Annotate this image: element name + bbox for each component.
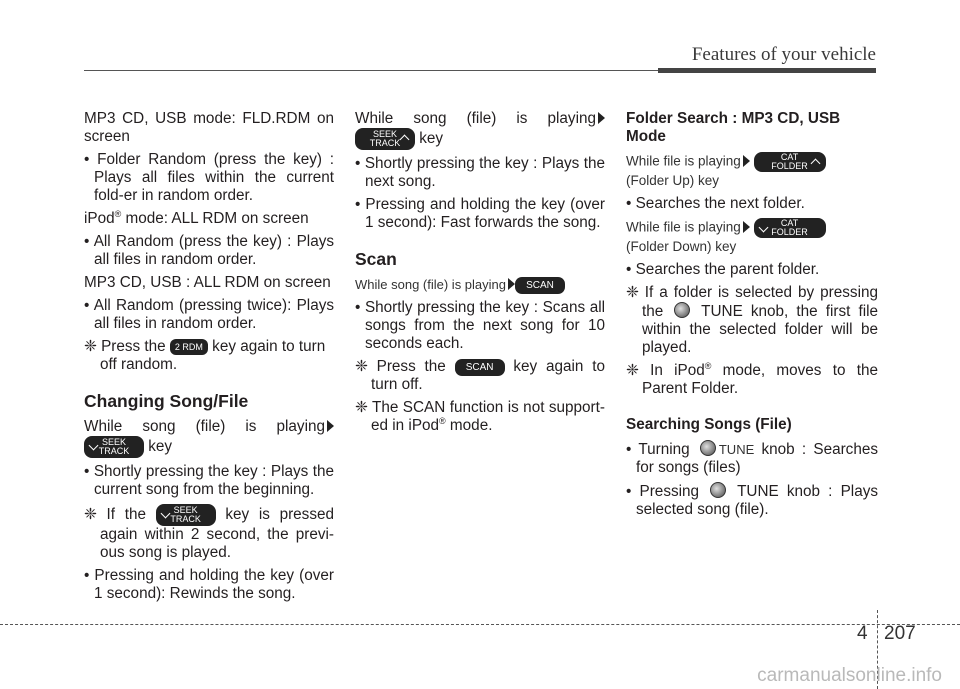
seek-track-up-icon: SEEK TRACK (355, 128, 415, 150)
folder-ipod-note: ❈ In iPod® mode, moves to the Parent Folder. (626, 361, 878, 397)
play-triangle-icon (598, 112, 605, 124)
all-rdm-heading: MP3 CD, USB : ALL RDM on screen (84, 274, 331, 291)
play-triangle-icon (508, 278, 515, 290)
column-2 (355, 110, 605, 440)
folder-down-label: (Folder Down) key (626, 239, 737, 254)
folder-up-instruction: While file is playing CAT FOLDER (626, 152, 878, 172)
seek-next-long-press: • Pressing and holding the key (over 1 second): Fast forwards the song. (355, 196, 605, 231)
seek-next-key-line: SEEK TRACK key (355, 128, 605, 150)
seek-next-instruction: While song (file) is playing (355, 110, 605, 128)
searching-songs-heading: Searching Songs (File) (626, 416, 792, 433)
folder-search-heading: Folder Search : MP3 CD, USB Mode (626, 110, 841, 145)
cat-folder-up-icon: CAT FOLDER (754, 152, 826, 172)
seek-track-down-icon: SEEK TRACK (84, 436, 144, 458)
column-1 (84, 110, 334, 608)
play-triangle-icon (743, 155, 750, 167)
folder-up-label: (Folder Up) key (626, 173, 720, 188)
seek-prev-note: ❈ If the SEEK TRACK key is pressed again within 2 second, the previ-ous song is played. (84, 505, 334, 561)
all-random-item: • All Random (press the key) : Plays all files in random order. (84, 233, 334, 268)
folder-random-item: • Folder Random (press the key) : Plays all files within the current fold-er in random order. (84, 151, 334, 204)
column-3 (626, 110, 878, 524)
tune-knob-icon (674, 302, 690, 318)
scan-off-note: ❈ Press the SCAN key again to turn off. (355, 358, 605, 394)
play-triangle-icon (327, 420, 334, 432)
rdm-key-icon: 2 RDM (170, 339, 208, 355)
scan-short-press: • Shortly pressing the key : Scans all songs from the next song for 10 seconds each. (355, 299, 605, 353)
seek-prev-long-press: • Pressing and holding the key (over 1 second): Rewinds the song. (84, 567, 334, 602)
fld-rdm-heading: MP3 CD, USB mode: FLD.RDM on screen (84, 110, 334, 145)
seek-prev-short-press: • Shortly pressing the key : Plays the current song from the beginning. (84, 463, 334, 498)
play-triangle-icon (743, 221, 750, 233)
scan-key-icon: SCAN (515, 277, 565, 294)
cat-folder-down-icon: CAT FOLDER (754, 218, 826, 238)
page-number: 207 (884, 623, 916, 644)
header-title: Features of your vehicle (691, 44, 876, 65)
tune-turn-item: • Turning TUNE knob : Searches for songs (files) (626, 441, 878, 476)
folder-up-desc: • Searches the next folder. (626, 195, 805, 212)
scan-instruction: While song (file) is playing SCAN (355, 276, 605, 294)
all-random-twice-item: • All Random (pressing twice): Plays all files in random order. (84, 297, 334, 332)
folder-down-desc: • Searches the parent folder. (626, 261, 820, 278)
tune-knob-icon (710, 482, 726, 498)
footer-rule (0, 624, 960, 625)
tune-knob-icon (700, 440, 716, 456)
scan-ipod-note: ❈ The SCAN function is not support-ed in iPod® mode. (355, 399, 605, 435)
chapter-number: 4 (857, 623, 868, 644)
folder-down-instruction: While file is playing CAT FOLDER (626, 218, 878, 238)
folder-select-note: ❈ If a folder is selected by pressing the TUNE knob, the first file within the selected folder will be played. (626, 284, 879, 356)
seek-track-down-icon: SEEK TRACK (156, 504, 216, 526)
watermark: carmanualsonline.info (757, 665, 942, 686)
seek-next-short-press: • Shortly pressing the key : Plays the next song. (355, 155, 605, 190)
random-off-note: ❈ Press the 2 RDM key again to turn off random. (84, 338, 326, 373)
scan-key-icon: SCAN (455, 359, 505, 376)
seek-prev-instruction: While song (file) is playing (84, 418, 334, 436)
scan-heading: Scan (355, 249, 397, 269)
seek-prev-key-line: SEEK TRACK key (84, 436, 334, 458)
changing-song-heading: Changing Song/File (84, 391, 249, 411)
tune-press-item: • Pressing TUNE knob : Plays selected song (file). (626, 483, 878, 518)
header-rule-accent (658, 68, 876, 73)
ipod-rdm-heading: iPod® mode: ALL RDM on screen (84, 209, 309, 227)
